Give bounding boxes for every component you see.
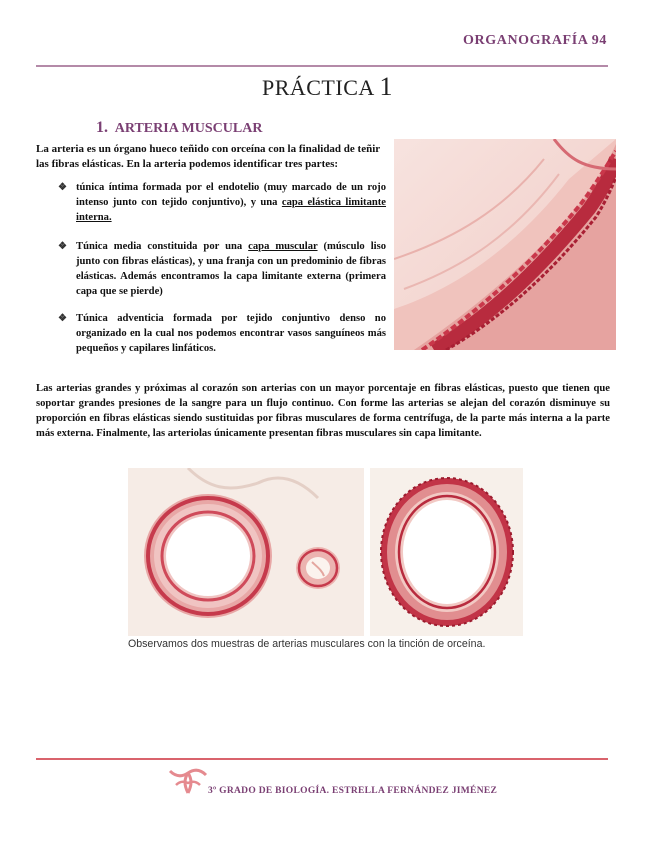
list-item-text [76, 239, 386, 299]
artery-wall-micrograph [394, 139, 616, 350]
section-title-text: ARTERIA MUSCULAR [114, 121, 263, 136]
text-run: Túnica media constituida por una [76, 241, 249, 252]
figure-caption: Observamos dos muestras de arterias musculares con la tinción de orceína. [128, 638, 486, 650]
section-heading [96, 119, 262, 137]
page-title-number: 1 [379, 72, 394, 101]
running-header: ORGANOGRAFÍA 94 [463, 33, 607, 48]
underlined-term: capa muscular [248, 241, 318, 252]
diamond-bullet-icon: ❖ [58, 241, 67, 252]
page-title-text: PRÁCTICA [261, 75, 374, 100]
artery-cross-section-micrograph-right [370, 468, 523, 636]
footer-credit: 3º GRADO DE BIOLOGÍA. ESTRELLA FERNÁNDEZ JIMÉNEZ [208, 786, 498, 796]
diamond-bullet-icon: ❖ [58, 182, 67, 193]
header-divider [36, 65, 608, 67]
section-number: 1. [96, 119, 108, 136]
list-item-adventicia [58, 311, 386, 356]
page-title [0, 72, 655, 102]
text-run: (músculo liso junto con fibras elásticas), y una franja con un predominio de fibras elásticas. Además encontramos la capa limitante externa (primera capa que se pierde) [76, 241, 386, 297]
list-item-text: Túnica adventicia formada por tejido conjuntivo denso no organizado en la cual nos podemos encontrar vasos sanguíneos más pequeños y capilares linfáticos. [76, 313, 386, 354]
underlined-term: capa elástica limitante interna. [76, 197, 387, 223]
diamond-bullet-icon: ❖ [58, 313, 67, 324]
footer-divider [36, 758, 608, 760]
artery-cross-section-micrograph-left [128, 468, 364, 636]
dna-emblem-icon [168, 767, 208, 795]
list-item-text [76, 180, 386, 225]
list-item-intima [58, 180, 386, 225]
body-paragraph: Las arterias grandes y próximas al corazón son arterias con un mayor porcentaje en fibras elásticas, puesto que tienen que soportar grandes presiones de la sangre para un flujo continuo. Con forme las arterias se alejan del corazón disminuye su proporción en fibras elásticas siendo sustituidas por fibras musculares de forma centrífuga, de la parte más interna a la parte más externa. Finalmente, las arteriolas únicamente presentan fibras musculares sin capa limitante. [36, 383, 610, 439]
list-item-media [58, 239, 386, 299]
intro-paragraph: La arteria es un órgano hueco teñido con orceína con la finalidad de teñir las fibras elásticas. En la arteria podemos identificar tres partes: [36, 143, 380, 170]
text-run: túnica íntima formada por el endotelio (muy marcado de un rojo intenso junto con tejido conjuntivo), y una [76, 182, 386, 208]
